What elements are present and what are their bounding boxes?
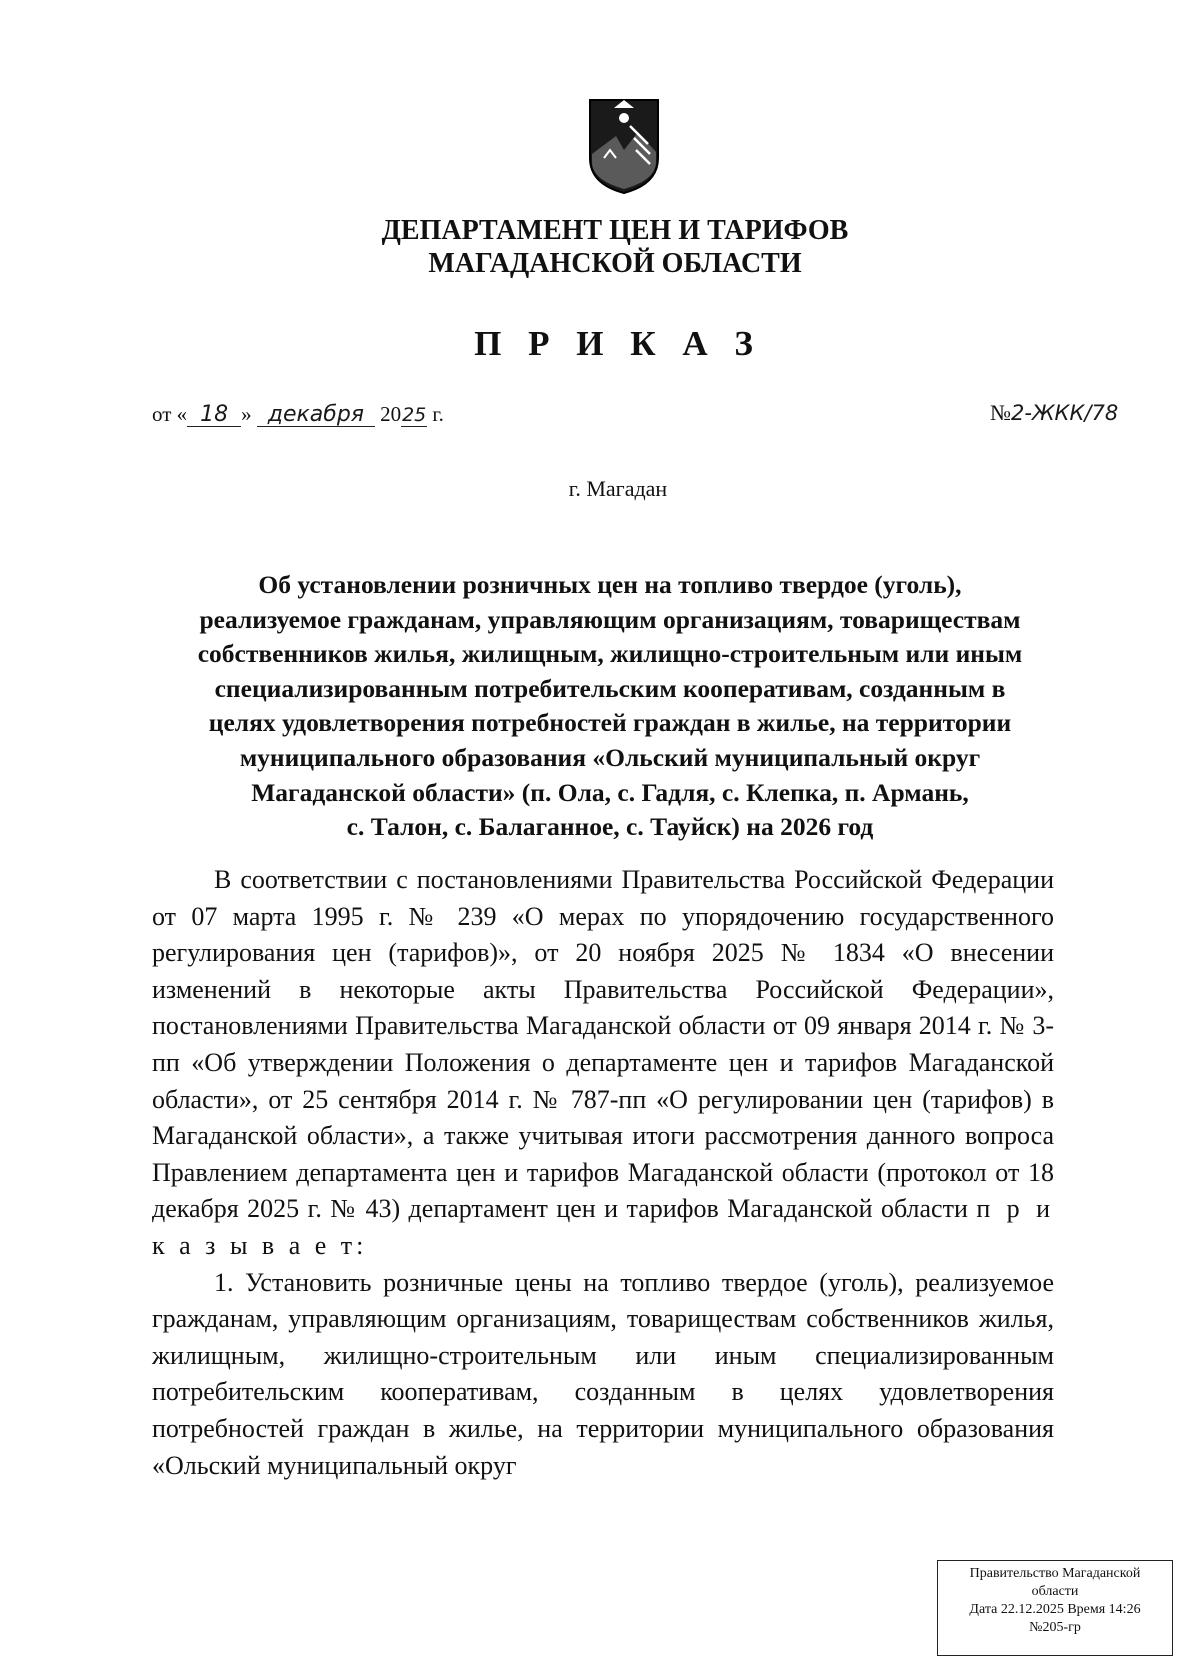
order-body [152, 862, 1054, 1484]
subject-line: с. Талон, с. Балаганное, с. Тауйск) на 2026 год [346, 812, 874, 842]
registration-stamp [937, 1560, 1173, 1656]
stamp-line-1: Правительство Магаданской [969, 1566, 1141, 1581]
subject-line: собственников жилья, жилищным, жилищно-строительным или иным [197, 639, 1023, 669]
subject-line: реализуемое гражданам, управляющим организациям, товариществам [199, 604, 1021, 634]
date-year-suffix: 25 [402, 404, 427, 426]
subject-line: Об установлении розничных цен на топливо твердое (уголь), [258, 570, 962, 599]
order-number-prefix: № [990, 400, 1011, 425]
coat-of-arms-icon [584, 96, 664, 196]
orders-word: п р и к а з ы в а е т: [152, 1194, 1055, 1260]
item-1-paragraph: 1. Установить розничные цены на топливо твердое (уголь), реализуемое гражданам, управляющим организациям, товариществам собственников жилья, жилищным, жилищно-строительным или иным специализированным потребительским кооперативам, созданным в целях удовлетворения потребностей граждан в жилье, на территории муниципального образования «Ольский муниципальный округ [152, 1267, 1054, 1480]
date-mid: » [241, 402, 252, 426]
stamp-line-4: №205-гр [1029, 1620, 1081, 1635]
date-suffix: г. [432, 402, 444, 426]
department-name [0, 214, 1200, 280]
city: г. Магадан [568, 476, 668, 501]
date-prefix: от « [152, 402, 188, 426]
preamble-paragraph [152, 862, 1054, 1265]
date-year-prefix: 20 [380, 402, 402, 426]
stamp-line-3: Дата 22.12.2025 Время 14:26 [969, 1602, 1141, 1617]
preamble-text: В соответствии с постановлениями Правительства Российской Федерации от 07 марта 1995 г. № 239 «О мерах по упорядочению государственного регулирования цен (тарифов)», от 20 ноября 2025 № 1834 «О внесении изменений в некоторые акты Правительства Российской Федерации», постановлениями Правительства Магаданской области от 09 января 2014 г. № 3-пп «Об утверждении Положения о департаменте цен и тарифов Магаданской области», от 25 сентября 2014 г. № 787-пп «О регулировании цен (тарифов) в Магаданской области», а также учитывая итоги рассмотрения данного вопроса Правлением департамента цен и тарифов Магаданской области (протокол от 18 декабря 2025 г. № 43) департамент цен и тарифов Магаданской области [152, 865, 1054, 1224]
subject-line: Магаданской области» (п. Ола, с. Гадля, с. Клепка, п. Армань, [251, 777, 969, 807]
department-line-2: МАГАДАНСКОЙ ОБЛАСТИ [428, 248, 802, 279]
subject-line: целях удовлетворения потребностей граждан в жилье, на территории [208, 708, 1012, 738]
order-number-value: 2-ЖКК/78 [1011, 401, 1119, 425]
date-day: 18 [187, 404, 241, 427]
date-month: декабря [257, 404, 375, 427]
document-type-title: П Р И К А З [474, 324, 762, 363]
department-line-1: ДЕПАРТАМЕНТ ЦЕН И ТАРИФОВ [381, 215, 849, 246]
stamp-line-2: области [1031, 1584, 1079, 1599]
order-subject [150, 568, 1070, 845]
subject-line: муниципального образования «Ольский муниципальный округ [239, 742, 981, 772]
order-number [990, 400, 1118, 426]
order-date [152, 402, 444, 427]
subject-line: специализированным потребительским кооперативам, созданным в [214, 673, 1006, 703]
